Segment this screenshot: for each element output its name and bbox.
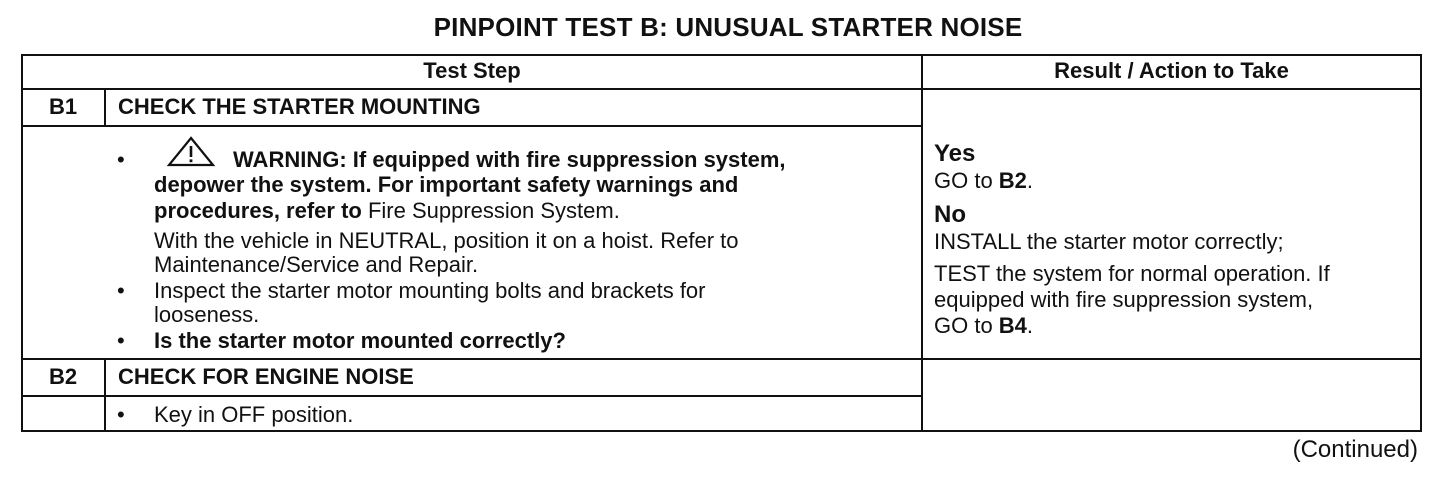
question-text: Is the starter motor mounted correctly? xyxy=(154,328,566,353)
period: . xyxy=(1026,313,1034,338)
neutral-text-line2: Maintenance/Service and Repair. xyxy=(154,252,479,277)
result-no-line2: TEST the system for normal operation. If xyxy=(934,261,1330,286)
period: . xyxy=(1026,168,1034,193)
header-test-step: Test Step xyxy=(423,58,521,83)
divider-b1-heading xyxy=(21,125,923,127)
bullet: • xyxy=(117,147,125,172)
warning-text-line1: WARNING: If equipped with fire suppression system, xyxy=(233,147,786,172)
link-b4[interactable]: B4 xyxy=(998,313,1027,338)
continued-label: (Continued) xyxy=(1292,436,1418,463)
inspect-text-line2: looseness. xyxy=(154,302,260,327)
bullet: • xyxy=(117,402,125,427)
warning-triangle-icon xyxy=(166,136,216,168)
result-no-label: No xyxy=(934,201,966,228)
result-yes-go: GO to xyxy=(934,168,999,193)
warning-text-line3 xyxy=(154,198,620,223)
page-title: PINPOINT TEST B: UNUSUAL STARTER NOISE xyxy=(433,12,1023,42)
step-heading-b1: CHECK THE STARTER MOUNTING xyxy=(118,94,481,119)
key-off-text: Key in OFF position. xyxy=(154,402,354,427)
divider-b2-heading xyxy=(21,395,923,397)
divider-header xyxy=(21,88,1422,90)
bullet: • xyxy=(117,278,125,303)
warning-text-line2: depower the system. For important safety warnings and xyxy=(154,172,739,197)
warning-text-line3a: procedures, refer to xyxy=(154,198,368,223)
fire-suppression-reference: Fire Suppression System. xyxy=(367,198,620,223)
result-no-go: GO to xyxy=(934,313,999,338)
result-no-line3: equipped with fire suppression system, xyxy=(934,287,1314,312)
step-id-b1: B1 xyxy=(48,94,78,119)
bullet: • xyxy=(117,328,125,353)
step-heading-b2: CHECK FOR ENGINE NOISE xyxy=(118,364,414,389)
result-yes-action xyxy=(934,168,1033,193)
link-b2[interactable]: B2 xyxy=(998,168,1027,193)
header-result: Result / Action to Take xyxy=(1054,58,1289,83)
result-no-line1: INSTALL the starter motor correctly; xyxy=(934,229,1284,254)
divider-b1-b2 xyxy=(21,358,1422,360)
result-yes-label: Yes xyxy=(934,140,976,167)
step-id-b2: B2 xyxy=(48,364,78,389)
inspect-text-line1: Inspect the starter motor mounting bolts and brackets for xyxy=(154,278,706,303)
divider-step-result xyxy=(921,54,923,432)
result-no-line4 xyxy=(934,313,1033,338)
neutral-text-line1: With the vehicle in NEUTRAL, position it on a hoist. Refer to xyxy=(154,228,739,253)
